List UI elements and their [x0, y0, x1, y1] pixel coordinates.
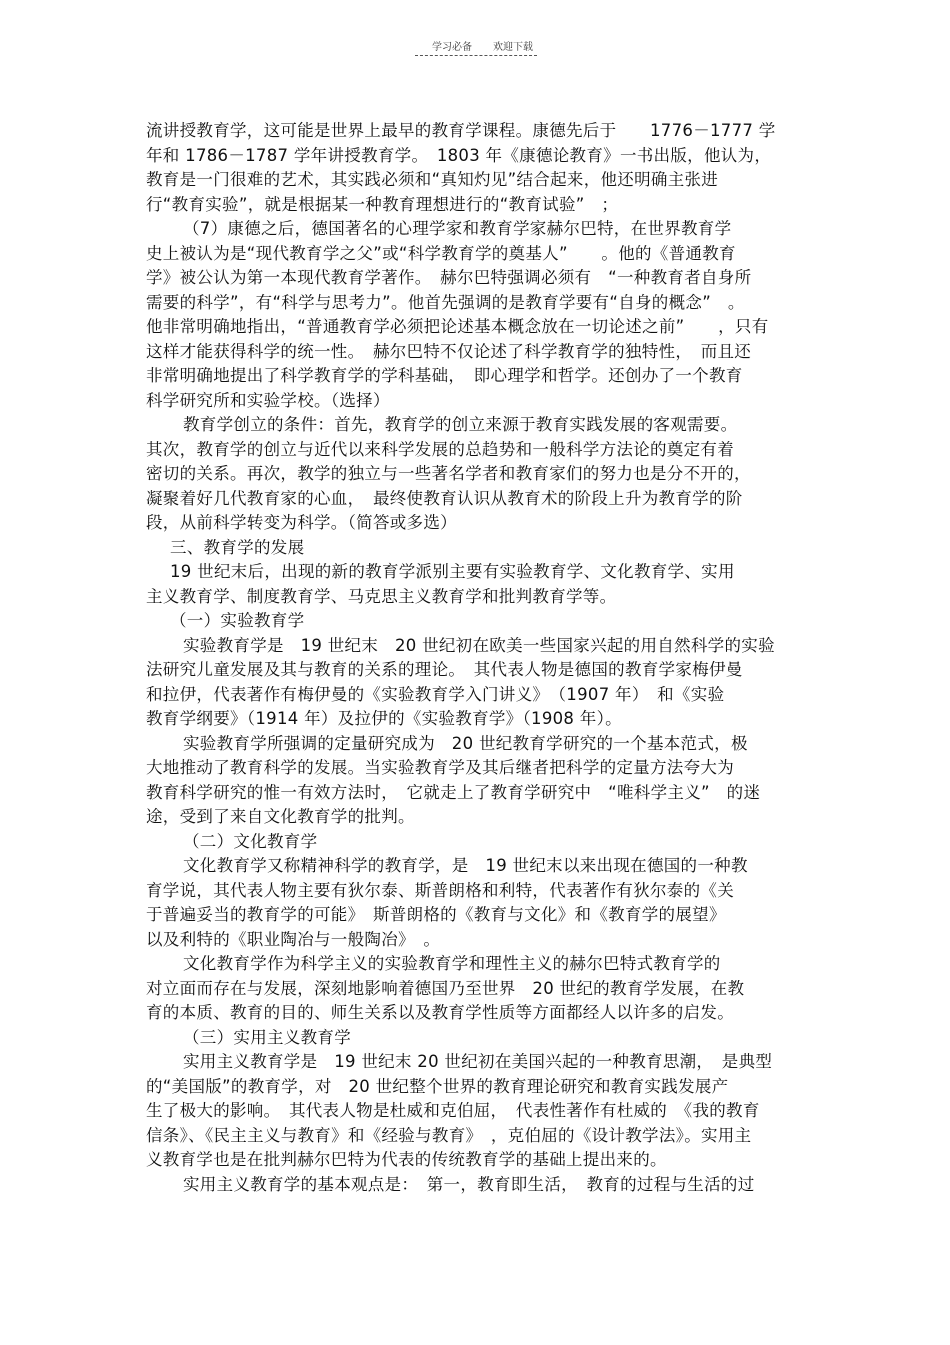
text-line: 学》被公认为第一本现代教育学著作。 赫尔巴特强调必须有 “一种教育者自身所	[146, 268, 752, 287]
page-header	[0, 38, 950, 58]
text-line: 大地推动了教育科学的发展。当实验教育学及其后继者把科学的定量方法夸大为	[146, 758, 734, 777]
text-line: 信条》、《民主主义与教育》和《经验与教育》 ，克伯屈的《设计教学法》。实用主	[146, 1125, 752, 1145]
text-line: 实验教育学所强调的定量研究成为 20 世纪教育学研究的一个基本范式，极	[183, 733, 748, 753]
text-line: 实用主义教育学是 19 世纪末 20 世纪初在美国兴起的一种教育思潮， 是典型	[183, 1052, 773, 1071]
header-right-text: 欢迎下载	[493, 42, 533, 53]
text-line: 于普遍妥当的教育学的可能》 斯普朗格的《教育与文化》和《教育学的展望》	[146, 905, 726, 924]
subsection-heading: （三）实用主义教育学	[183, 1027, 351, 1047]
text-line: 法研究儿童发展及其与教育的关系的理论。 其代表人物是德国的教育学家梅伊曼	[146, 660, 743, 679]
text-line: 19 世纪末后，出现的新的教育学派别主要有实验教育学、文化教育学、实用	[170, 562, 735, 581]
text-line: 他非常明确地指出，“普通教育学必须把论述基本概念放在一切论述之前” ，只有	[146, 317, 769, 336]
text-line: 流讲授教育学，这可能是世界上最早的教育学课程。康德先后于 1776－1777 学	[146, 121, 776, 140]
text-line: 史上被认为是“现代教育学之父”或“科学教育学的奠基人” 。他的《普通教育	[146, 243, 736, 263]
text-line: 非常明确地提出了科学教育学的学科基础， 即心理学和哲学。还创办了一个教育	[146, 366, 743, 385]
subsection-heading: （一）实验教育学	[170, 611, 305, 630]
text-line: （7）康德之后，德国著名的心理学家和教育学家赫尔巴特，在世界教育学	[183, 219, 732, 238]
text-line: 实用主义教育学的基本观点是： 第一，教育即生活， 教育的过程与生活的过	[183, 1174, 755, 1194]
text-line: 年和 1786－1787 学年讲授教育学。 1803 年《康德论教育》一书出版，他认为，	[146, 145, 772, 165]
text-line: 文化教育学作为科学主义的实验教育学和理性主义的赫尔巴特式教育学的	[183, 954, 721, 973]
text-line: 教育学纲要》（1914 年）及拉伊的《实验教育学》（1908 年）。	[146, 709, 622, 728]
text-line: 密切的关系。再次，教学的独立与一些著名学者和教育家们的努力也是分不开的，	[146, 464, 751, 483]
header-left-text: 学习必备	[432, 42, 472, 53]
text-line: 育的本质、教育的目的、师生关系以及教育学性质等方面都经人以许多的启发。	[146, 1003, 734, 1022]
text-line: 教育是一门很难的艺术，其实践必须和“真知灼见”结合起来，他还明确主张进	[146, 170, 719, 189]
text-line: 需要的科学”，有“科学与思考力”。他首先强调的是教育学要有“自身的概念” 。	[146, 292, 745, 312]
text-line: 生了极大的影响。 其代表人物是杜威和克伯屈， 代表性著作有杜威的 《我的教育	[146, 1101, 760, 1120]
text-line: 文化教育学又称精神科学的教育学，是 19 世纪末以来出现在德国的一种教	[183, 856, 748, 875]
text-line: 这样才能获得科学的统一性。 赫尔巴特不仅论述了科学教育学的独特性， 而且还	[146, 341, 752, 361]
text-line: 教育科学研究的惟一有效方法时， 它就走上了教育学研究中 “唯科学主义” 的迷	[146, 782, 761, 802]
text-line: 教育学创立的条件：首先，教育学的创立来源于教育实践发展的客观需要。	[183, 415, 738, 434]
text-line: 和拉伊，代表著作有梅伊曼的《实验教育学入门讲义》 （1907 年） 和《实验	[146, 684, 725, 704]
text-line: 以及利特的《职业陶冶与一般陶冶》 。	[146, 929, 441, 949]
text-line: 义教育学也是在批判赫尔巴特为代表的传统教育学的基础上提出来的。	[146, 1150, 667, 1169]
text-line: 段，从前科学转变为科学。（简答或多选）	[146, 513, 457, 532]
subsection-heading: （二）文化教育学	[183, 831, 318, 851]
text-line: 实验教育学是 19 世纪末 20 世纪初在欧美一些国家兴起的用自然科学的实验	[183, 635, 775, 655]
text-line: 对立面而存在与发展，深刻地影响着德国乃至世界 20 世纪的教育学发展，在教	[146, 978, 745, 998]
text-line: 行“教育实验”，就是根据某一种教育理想进行的“教育试验” ；	[146, 194, 619, 214]
text-line: 的“美国版”的教育学，对 20 世纪整个世界的教育理论研究和教育实践发展产	[146, 1076, 729, 1096]
section-heading: 三、教育学的发展	[170, 537, 305, 557]
text-line: 科学研究所和实验学校。（选择）	[146, 390, 390, 410]
text-line: 育学说，其代表人物主要有狄尔泰、斯普朗格和利特，代表著作有狄尔泰的《关	[146, 880, 734, 900]
header-divider	[415, 55, 537, 56]
text-line: 主义教育学、制度教育学、马克思主义教育学和批判教育学等。	[146, 586, 617, 606]
text-line: 途，受到了来自文化教育学的批判。	[146, 807, 415, 826]
text-line: 凝聚着好几代教育家的心血， 最终使教育认识从教育术的阶段上升为教育学的阶	[146, 488, 743, 508]
text-line: 其次，教育学的创立与近代以来科学发展的总趋势和一般科学方法论的奠定有着	[146, 439, 734, 459]
